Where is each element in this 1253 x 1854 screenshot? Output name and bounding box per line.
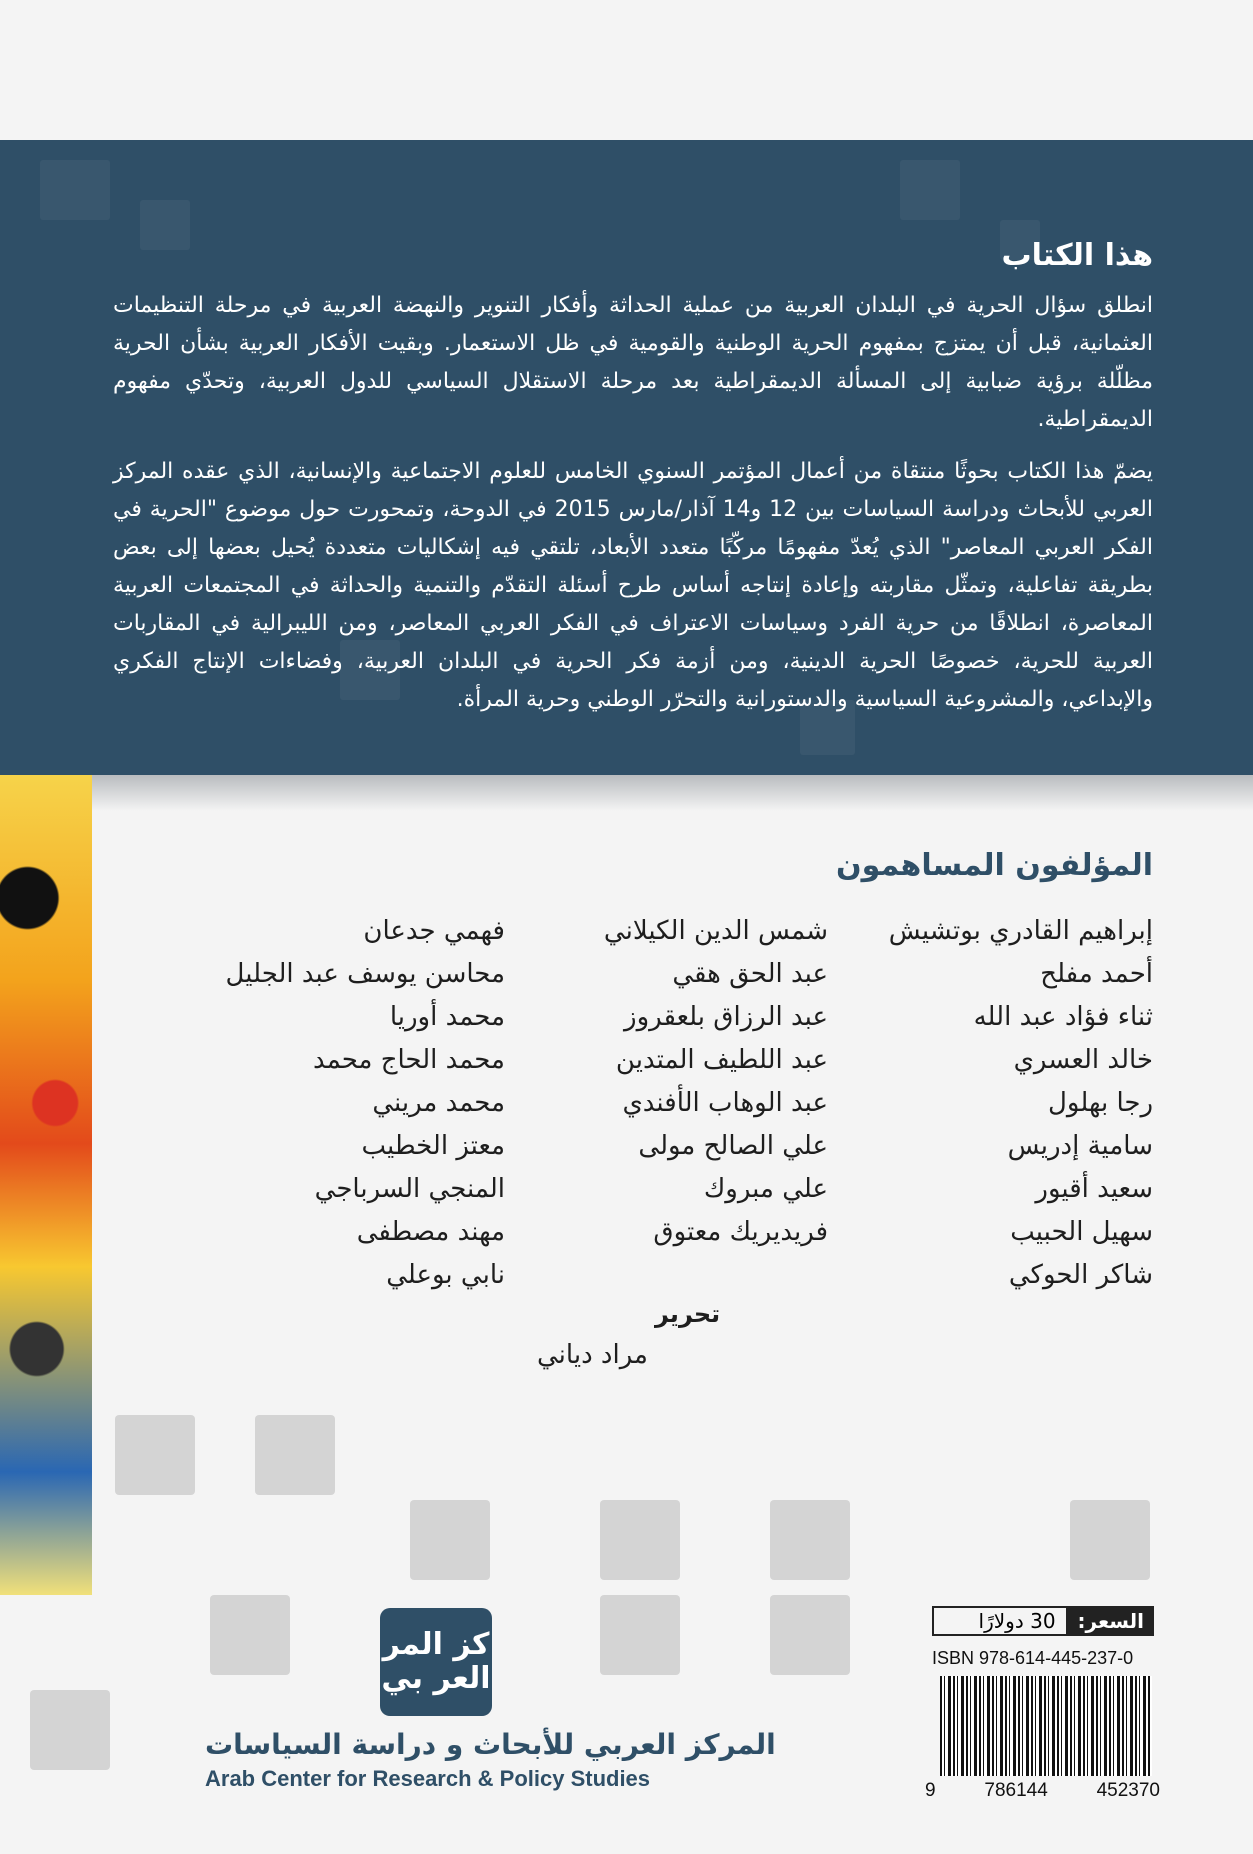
band-shadow: [0, 775, 1253, 811]
contributor-name: علي مبروك: [703, 1174, 828, 1204]
contributor-name: معتز الخطيب: [361, 1131, 505, 1161]
contributor-name: عبد الوهاب الأفندي: [622, 1088, 828, 1118]
contributor-name: شاكر الحوكي: [1008, 1260, 1153, 1290]
isbn-text: ISBN 978-614-445-237-0: [932, 1648, 1134, 1668]
contributor-name: إبراهيم القادري بوتشيش: [888, 916, 1153, 946]
contributor-name: نابي بوعلي: [386, 1260, 505, 1290]
about-paragraph-2: يضمّ هذا الكتاب بحوثًا منتقاة من أعمال المؤتمر السنوي الخامس للعلوم الاجتماعية والإنسانية، الذي عقده المركز العربي للأبحاث ودراسة السياسات بين 12 و14 آذار/مارس 2015 في الدوحة، وتمحورت حول موضوع "الحرية في الفكر العربي المعاصر" الذي يُعدّ مفهومًا مركّبًا متعدد الأبعاد، تلتقي فيه إشكاليات متعددة يُحيل بعضها إلى بعض بطريقة تفاعلية، وتمثّل مقاربته وإعادة إنتاجه أساس طرح أسئلة التقدّم والتنمية والحداثة في المجتمعات العربية المعاصرة، انطلاقًا من حرية الفرد وسياسات الاعتراف في الفكر العربي المعاصر، ومن الليبرالية في المقاربات العربية للحرية، خصوصًا الحرية الدينية، ومن أزمة فكر الحرية في البلدان العربية، وفضاءات الإنتاج الفكري والإبداعي، والمشروعية السياسية والدستورانية والتحرّر الوطني وحرية المرأة.: [113, 459, 1153, 712]
contributor-name: محمد مريني: [372, 1088, 505, 1118]
contributor-name: محاسن يوسف عبد الجليل: [225, 959, 505, 989]
barcode: [940, 1676, 1152, 1776]
barcode-first: 9: [925, 1780, 936, 1801]
decor-square: [770, 1595, 850, 1675]
decor-square: [770, 1500, 850, 1580]
contributor-name: فهمي جدعان: [363, 916, 505, 946]
publisher-name-arabic: المركز العربي للأبحاث و دراسة السياسات: [205, 1728, 776, 1761]
decor-square: [30, 1690, 110, 1770]
contributor-name: محمد أوريا: [389, 1002, 505, 1032]
contributor-name: سهيل الحبيب: [1010, 1217, 1153, 1247]
contributor-name: عبد الرزاق بلعقروز: [624, 1002, 828, 1032]
publisher-logo: [380, 1608, 492, 1716]
price-value: 30 دولارًا: [932, 1606, 1068, 1636]
contributor-name: خالد العسري: [1013, 1045, 1153, 1075]
editor-name: مراد دياني: [537, 1340, 648, 1370]
contributor-name: سعيد أقيور: [1035, 1174, 1153, 1204]
decor-square: [210, 1595, 290, 1675]
contributor-name: المنجي السرباجي: [314, 1174, 505, 1204]
contributor-name: أحمد مفلح: [1040, 959, 1153, 989]
contributor-name: سامية إدريس: [1007, 1131, 1153, 1161]
contributor-name: رجا بهلول: [1048, 1088, 1153, 1118]
contributor-name: علي الصالح مولى: [638, 1131, 828, 1161]
contributor-name: فريديريك معتوق: [653, 1217, 828, 1247]
contributor-name: عبد اللطيف المتدين: [615, 1045, 828, 1075]
publisher-logo-text: كز المر العر بي: [381, 1627, 491, 1696]
contributors-column-2: [568, 910, 828, 1254]
decor-square: [600, 1595, 680, 1675]
decor-square: [1070, 1500, 1150, 1580]
about-section: [113, 238, 1153, 733]
publisher-name-english: Arab Center for Research & Policy Studies: [205, 1766, 651, 1791]
decor-square: [410, 1500, 490, 1580]
price-label: السعر:: [1068, 1606, 1154, 1636]
contributors-column-1: [888, 910, 1153, 1297]
contributor-name: مهند مصطفى: [356, 1217, 505, 1247]
barcode-last: 452370: [1096, 1780, 1160, 1801]
contributor-name: شمس الدين الكيلاني: [603, 916, 828, 946]
decor-square: [115, 1415, 195, 1495]
contributors-title: المؤلفون المساهمون: [836, 848, 1153, 883]
price-box: [932, 1606, 1154, 1636]
barcode-number: [925, 1780, 1160, 1802]
barcode-middle: 786144: [984, 1780, 1048, 1801]
contributors-column-3: [205, 910, 505, 1297]
cover-artwork: [0, 775, 92, 1595]
contributor-name: ثناء فؤاد عبد الله: [973, 1002, 1153, 1032]
about-title: هذا الكتاب: [1001, 238, 1153, 273]
about-paragraph-1: انطلق سؤال الحرية في البلدان العربية من عملية الحداثة وأفكار التنوير والنهضة العربية في مرحلة التنظيمات العثمانية، قبل أن يمتزج بمفهوم الحرية الوطنية والقومية في ظل الاستعمار. وبقيت الأفكار العربية بشأن الحرية مظلّلة برؤية ضبابية إلى المسألة الديمقراطية بعد مرحلة الاستقلال السياسي للدول العربية، وتحدّي مفهوم الديمقراطية.: [113, 293, 1153, 432]
decor-square: [600, 1500, 680, 1580]
contributor-name: محمد الحاج محمد: [313, 1045, 505, 1075]
editor-label: تحرير: [655, 1300, 721, 1328]
decor-square: [255, 1415, 335, 1495]
contributor-name: عبد الحق هقي: [672, 959, 828, 989]
